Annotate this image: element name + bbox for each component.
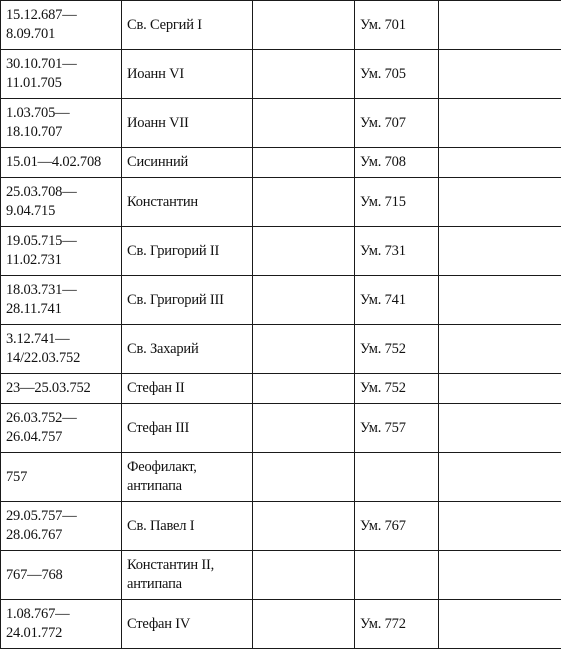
empty-cell bbox=[439, 1, 561, 50]
table-row bbox=[1, 99, 561, 148]
name-cell: Константин II, антипапа bbox=[122, 551, 253, 600]
dates-cell: 15.12.687— 8.09.701 bbox=[1, 1, 122, 50]
empty-cell bbox=[253, 227, 355, 276]
empty-cell bbox=[253, 178, 355, 227]
dates-cell: 25.03.708— 9.04.715 bbox=[1, 178, 122, 227]
death-cell: Ум. 701 bbox=[355, 1, 439, 50]
name-cell: Стефан II bbox=[122, 374, 253, 404]
table-row bbox=[1, 276, 561, 325]
empty-cell bbox=[439, 325, 561, 374]
death-cell bbox=[355, 551, 439, 600]
empty-cell bbox=[439, 99, 561, 148]
death-cell: Ум. 752 bbox=[355, 325, 439, 374]
death-cell: Ум. 757 bbox=[355, 404, 439, 453]
empty-cell bbox=[439, 276, 561, 325]
empty-cell bbox=[253, 325, 355, 374]
death-cell: Ум. 731 bbox=[355, 227, 439, 276]
empty-cell bbox=[253, 374, 355, 404]
empty-cell bbox=[253, 50, 355, 99]
empty-cell bbox=[253, 551, 355, 600]
name-cell: Св. Сергий I bbox=[122, 1, 253, 50]
dates-cell: 1.08.767— 24.01.772 bbox=[1, 600, 122, 649]
empty-cell bbox=[253, 502, 355, 551]
death-cell: Ум. 707 bbox=[355, 99, 439, 148]
empty-cell bbox=[253, 276, 355, 325]
name-cell: Константин bbox=[122, 178, 253, 227]
dates-cell: 30.10.701— 11.01.705 bbox=[1, 50, 122, 99]
table-row bbox=[1, 453, 561, 502]
empty-cell bbox=[253, 404, 355, 453]
name-cell: Иоанн VII bbox=[122, 99, 253, 148]
death-cell: Ум. 705 bbox=[355, 50, 439, 99]
empty-cell bbox=[253, 99, 355, 148]
death-cell: Ум. 708 bbox=[355, 148, 439, 178]
empty-cell bbox=[439, 453, 561, 502]
empty-cell bbox=[439, 50, 561, 99]
death-cell: Ум. 741 bbox=[355, 276, 439, 325]
empty-cell bbox=[439, 600, 561, 649]
name-cell: Св. Григорий II bbox=[122, 227, 253, 276]
empty-cell bbox=[253, 1, 355, 50]
table-row bbox=[1, 502, 561, 551]
table-row bbox=[1, 600, 561, 649]
name-cell: Св. Павел I bbox=[122, 502, 253, 551]
table-row bbox=[1, 148, 561, 178]
empty-cell bbox=[253, 453, 355, 502]
name-cell: Св. Григорий III bbox=[122, 276, 253, 325]
death-cell: Ум. 772 bbox=[355, 600, 439, 649]
dates-cell: 767—768 bbox=[1, 551, 122, 600]
table-row bbox=[1, 227, 561, 276]
dates-cell: 757 bbox=[1, 453, 122, 502]
table-row bbox=[1, 325, 561, 374]
empty-cell bbox=[439, 502, 561, 551]
table-row bbox=[1, 551, 561, 600]
dates-cell: 26.03.752— 26.04.757 bbox=[1, 404, 122, 453]
empty-cell bbox=[439, 178, 561, 227]
empty-cell bbox=[439, 227, 561, 276]
table-row bbox=[1, 404, 561, 453]
death-cell: Ум. 715 bbox=[355, 178, 439, 227]
empty-cell bbox=[439, 404, 561, 453]
dates-cell: 23—25.03.752 bbox=[1, 374, 122, 404]
death-cell bbox=[355, 453, 439, 502]
dates-cell: 3.12.741— 14/22.03.752 bbox=[1, 325, 122, 374]
dates-cell: 19.05.715— 11.02.731 bbox=[1, 227, 122, 276]
table-row bbox=[1, 178, 561, 227]
name-cell: Стефан III bbox=[122, 404, 253, 453]
dates-cell: 1.03.705— 18.10.707 bbox=[1, 99, 122, 148]
empty-cell bbox=[253, 600, 355, 649]
empty-cell bbox=[439, 551, 561, 600]
name-cell: Сисинний bbox=[122, 148, 253, 178]
empty-cell bbox=[439, 374, 561, 404]
empty-cell bbox=[439, 148, 561, 178]
popes-table-body bbox=[1, 1, 561, 649]
name-cell: Феофилакт, антипапа bbox=[122, 453, 253, 502]
table-row bbox=[1, 1, 561, 50]
name-cell: Стефан IV bbox=[122, 600, 253, 649]
dates-cell: 18.03.731— 28.11.741 bbox=[1, 276, 122, 325]
name-cell: Иоанн VI bbox=[122, 50, 253, 99]
table-row bbox=[1, 50, 561, 99]
name-cell: Св. Захарий bbox=[122, 325, 253, 374]
empty-cell bbox=[253, 148, 355, 178]
dates-cell: 29.05.757— 28.06.767 bbox=[1, 502, 122, 551]
table-row bbox=[1, 374, 561, 404]
dates-cell: 15.01—4.02.708 bbox=[1, 148, 122, 178]
death-cell: Ум. 767 bbox=[355, 502, 439, 551]
death-cell: Ум. 752 bbox=[355, 374, 439, 404]
